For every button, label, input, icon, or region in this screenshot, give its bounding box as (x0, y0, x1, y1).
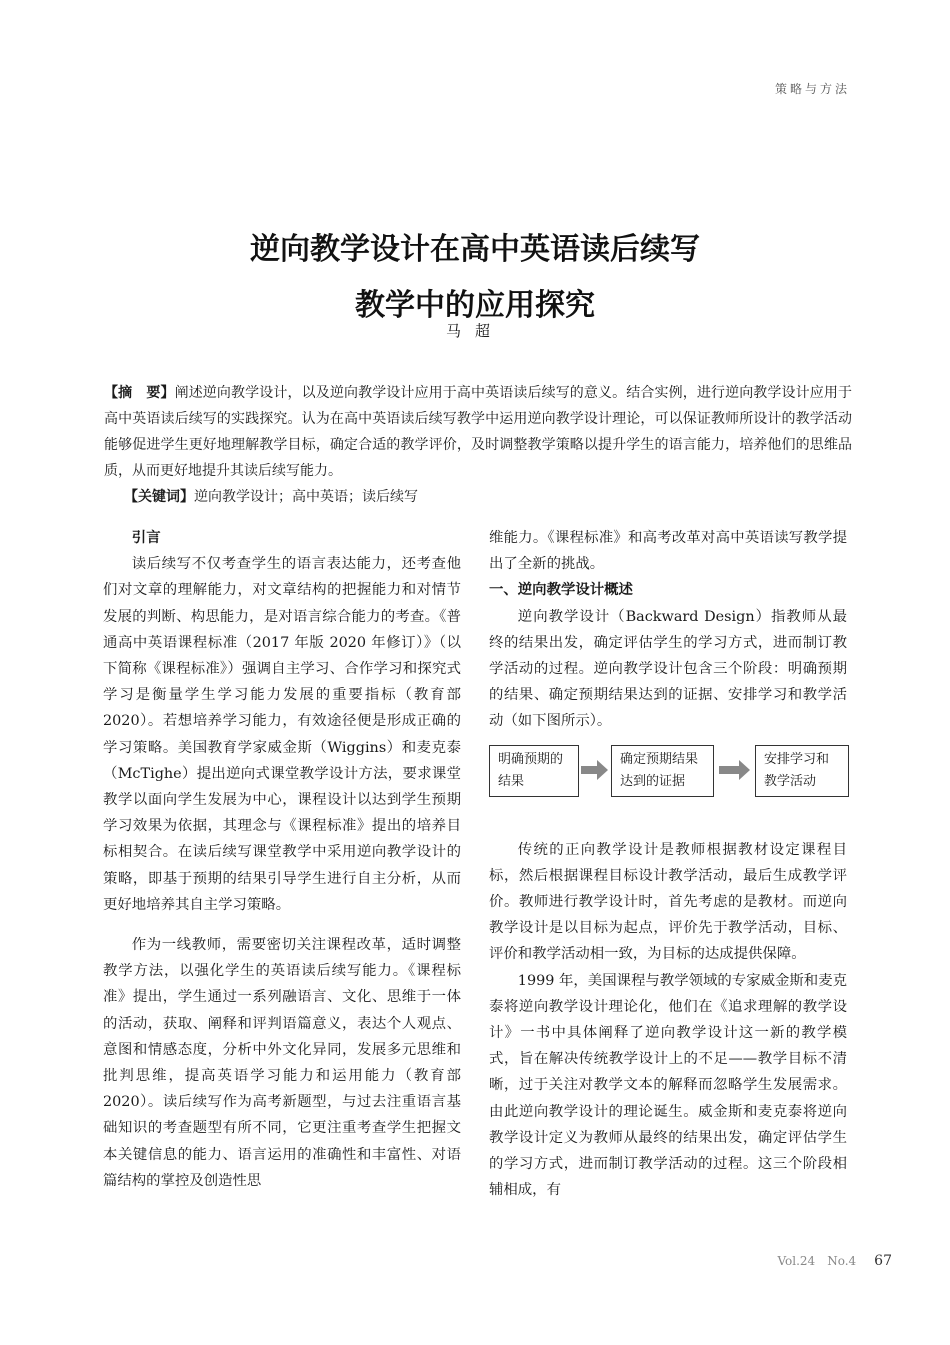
intro-heading: 引言 (131, 530, 161, 546)
abstract-label: 【摘 要】 (104, 385, 175, 401)
left-column (103, 525, 461, 1194)
section-header: 策略与方法 (774, 82, 850, 96)
keywords-text: 逆向教学设计；高中英语；读后续写 (194, 489, 418, 505)
title-line-2: 教学中的应用探究 (355, 288, 595, 323)
section-heading: 一、逆向教学设计概述 (489, 582, 633, 599)
abstract (104, 380, 852, 484)
article-title (0, 222, 950, 334)
process-diagram (489, 745, 847, 807)
author-name: 马超 (445, 322, 504, 340)
stage-box-2: 确定预期结果达到的证据 (611, 745, 714, 797)
arrow-right-icon (719, 759, 751, 781)
paragraph: 作为一线教师，需要密切关注课程改革，适时调整教学方法，以强化学生的英语读后续写能力。《课程标准》提出，学生通过一系列融语言、文化、思维于一体的活动，获取、阐释和评判语篇意义，表达个人观点、意图和情感态度，分析中外文化异同，发展多元思维和批判思维，提高英语学习能力和运用能力（教育部 2020）。读后续写作为高考新题型，与过去注重语言基础知识的考查题型有所不同，它更注重考查学生把握文本关键信息的能力、语言运用的准确性和丰富性、对语篇结构的掌控及创造性思 (103, 937, 461, 1189)
stage-box-1: 明确预期的结果 (489, 745, 579, 797)
paragraph: 传统的正向教学设计是教师根据教材设定课程目标，然后根据课程目标设计教学活动，最后生成教学评价。教师进行教学设计时，首先考虑的是教材。而逆向教学设计是以目标为起点，评价先于教学活动，目标、评价和教学活动相一致，为目标的达成提供保障。 (489, 841, 847, 963)
abstract-text: 阐述逆向教学设计，以及逆向教学设计应用于高中英语读后续写的意义。结合实例，进行逆向教学设计应用于高中英语读后续写的实践探究。认为在高中英语读后续写教学中运用逆向教学设计理论，可以保证教师所设计的教学活动能够促进学生更好地理解教学目标，确定合适的教学评价，及时调整教学策略以提升学生的语言能力，培养他们的思维品质，从而更好地提升其读后续写能力。 (104, 385, 852, 479)
page-number: 67 (874, 1253, 892, 1269)
arrow-right-icon (581, 759, 609, 781)
paragraph: 逆向教学设计（Backward Design）指教师从最终的结果出发，确定评估学生的学习方式，进而制订教学活动的过程。逆向教学设计包含三个阶段：明确预期的结果、确定预期结果达到的证据、安排学习和教学活动（如下图所示）。 (489, 608, 847, 730)
keywords (124, 484, 852, 510)
stage-box-3: 安排学习和教学活动 (755, 745, 849, 797)
volume-issue: Vol.24 No.4 (777, 1254, 857, 1268)
title-line-1: 逆向教学设计在高中英语读后续写 (250, 232, 700, 267)
paragraph: 1999 年，美国课程与教学领域的专家威金斯和麦克泰将逆向教学设计理论化，他们在《追求理解的教学设计》一书中具体阐释了逆向教学设计这一新的教学模式，旨在解决传统教学设计上的不足——教学目标不清晰，过于关注对教学文本的解释而忽略学生发展需求。由此逆向教学设计的理论诞生。威金斯和麦克泰将逆向教学设计定义为教师从最终的结果出发，确定评估学生的学习方式，进而制订教学活动的过程。这三个阶段相辅相成，有 (489, 972, 847, 1199)
paragraph: 维能力。《课程标准》和高考改革对高中英语读写教学提出了全新的挑战。 (489, 530, 847, 573)
keywords-label: 【关键词】 (124, 489, 194, 505)
paragraph: 读后续写不仅考查学生的语言表达能力，还考查他们对文章的理解能力，对文章结构的把握能力和对情节发展的判断、构思能力，是对语言综合能力的考查。《普通高中英语课程标准（2017 年版 2020 年修订）》（以下简称《课程标准》）强调自主学习、合作学习和探究式学习是衡量学生学习能力发展的重要指标（教育部 2020）。若想培养学习能力，有效途径便是形成正确的学习策略。美国教育学家威金斯（Wiggins）和麦克泰（McTighe）提出逆向式课堂教学设计方法，要求课堂教学以面向学生发展为中心，课程设计以达到学生预期学习效果为依据，其理念与《课程标准》提出的培养目标相契合。在读后续写课堂教学中采用逆向教学设计的策略，即基于预期的结果引导学生进行自主分析，从而更好地培养其自主学习策略。 (103, 556, 461, 913)
right-column (489, 525, 847, 1203)
page-footer (777, 1252, 892, 1269)
